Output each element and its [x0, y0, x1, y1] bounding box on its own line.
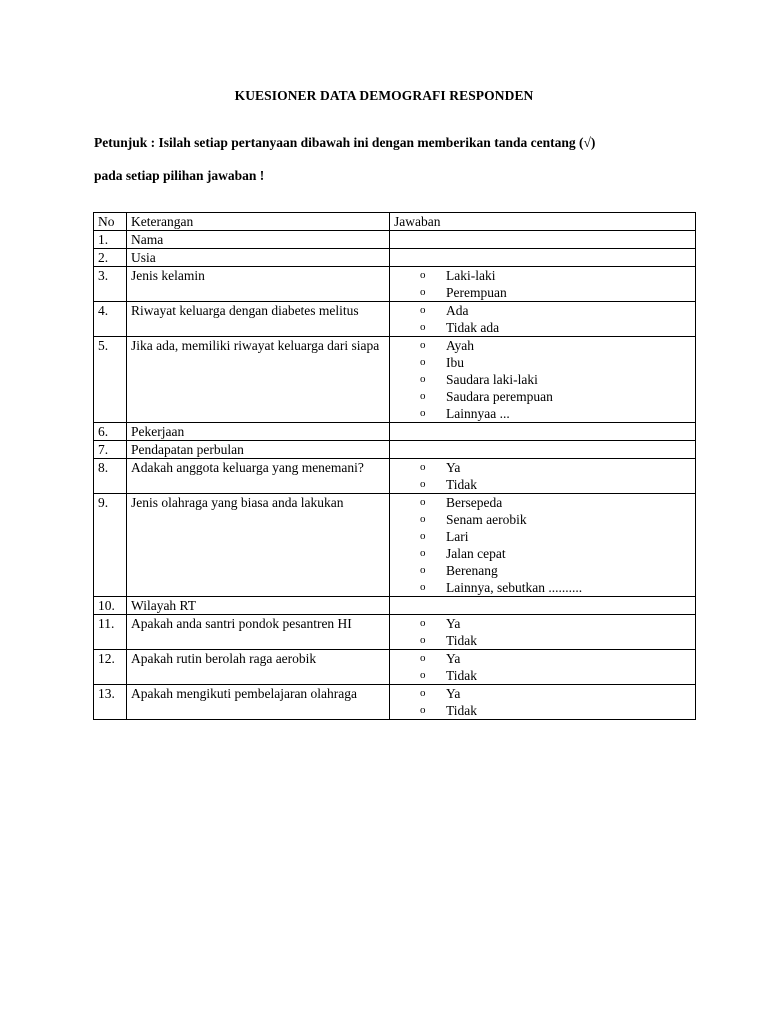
option-bullet-icon: o — [420, 513, 426, 525]
answer-options — [394, 650, 691, 684]
answer-option[interactable] — [394, 405, 691, 422]
option-bullet-icon: o — [420, 634, 426, 646]
table-header-row — [94, 213, 696, 231]
table-row — [94, 615, 696, 650]
answer-option[interactable] — [394, 562, 691, 579]
row-number: 4. — [94, 302, 127, 337]
row-keterangan: Adakah anggota keluarga yang menemani? — [127, 459, 390, 494]
option-bullet-icon: o — [420, 669, 426, 681]
option-label: Ya — [446, 616, 461, 631]
answer-option[interactable] — [394, 267, 691, 284]
option-bullet-icon: o — [420, 339, 426, 351]
option-bullet-icon: o — [420, 461, 426, 473]
row-keterangan: Pendapatan perbulan — [127, 441, 390, 459]
option-label: Ayah — [446, 338, 475, 353]
row-number: 1. — [94, 231, 127, 249]
answer-option[interactable] — [394, 459, 691, 476]
answer-option[interactable] — [394, 702, 691, 719]
row-keterangan: Jenis kelamin — [127, 267, 390, 302]
option-bullet-icon: o — [420, 496, 426, 508]
option-bullet-icon: o — [420, 530, 426, 542]
row-jawaban — [390, 441, 696, 459]
table-row — [94, 302, 696, 337]
answer-option[interactable] — [394, 579, 691, 596]
header-keterangan: Keterangan — [127, 213, 390, 231]
option-label: Laki-laki — [446, 268, 496, 283]
option-label: Lari — [446, 529, 469, 544]
questionnaire-table — [93, 212, 696, 720]
answer-option[interactable] — [394, 511, 691, 528]
option-label: Perempuan — [446, 285, 507, 300]
answer-option[interactable] — [394, 650, 691, 667]
answer-option[interactable] — [394, 319, 691, 336]
row-keterangan: Nama — [127, 231, 390, 249]
option-label: Tidak — [446, 633, 478, 648]
option-label: Bersepeda — [446, 495, 503, 510]
option-bullet-icon: o — [420, 652, 426, 664]
option-bullet-icon: o — [420, 269, 426, 281]
answer-options — [394, 267, 691, 301]
document-title: KUESIONER DATA DEMOGRAFI RESPONDEN — [234, 88, 534, 103]
table-row — [94, 231, 696, 249]
option-label: Ibu — [446, 355, 464, 370]
option-bullet-icon: o — [420, 407, 426, 419]
answer-option[interactable] — [394, 337, 691, 354]
row-number: 13. — [94, 685, 127, 720]
option-bullet-icon: o — [420, 617, 426, 629]
option-bullet-icon: o — [420, 704, 426, 716]
option-bullet-icon: o — [420, 356, 426, 368]
row-jawaban — [390, 231, 696, 249]
row-keterangan: Wilayah RT — [127, 597, 390, 615]
option-label: Lainnyaa ... — [446, 406, 510, 421]
table-row — [94, 249, 696, 267]
table-row — [94, 459, 696, 494]
row-number: 5. — [94, 337, 127, 423]
row-jawaban — [390, 650, 696, 685]
option-label: Tidak ada — [446, 320, 500, 335]
row-keterangan: Riwayat keluarga dengan diabetes melitus — [127, 302, 390, 337]
row-number: 10. — [94, 597, 127, 615]
row-number: 6. — [94, 423, 127, 441]
row-keterangan: Jika ada, memiliki riwayat keluarga dari siapa — [127, 337, 390, 423]
table-row — [94, 650, 696, 685]
row-jawaban — [390, 459, 696, 494]
questionnaire-body — [94, 213, 696, 720]
row-number: 7. — [94, 441, 127, 459]
option-label: Saudara perempuan — [446, 389, 553, 404]
table-row — [94, 267, 696, 302]
option-label: Saudara laki-laki — [446, 372, 538, 387]
answer-option[interactable] — [394, 632, 691, 649]
option-label: Tidak — [446, 477, 478, 492]
row-jawaban — [390, 615, 696, 650]
answer-options — [394, 302, 691, 336]
row-number: 3. — [94, 267, 127, 302]
table-row — [94, 494, 696, 597]
option-bullet-icon: o — [420, 547, 426, 559]
option-bullet-icon: o — [420, 390, 426, 402]
option-bullet-icon: o — [420, 321, 426, 333]
table-row — [94, 423, 696, 441]
option-label: Ya — [446, 651, 461, 666]
row-jawaban — [390, 494, 696, 597]
row-jawaban — [390, 267, 696, 302]
answer-option[interactable] — [394, 667, 691, 684]
row-jawaban — [390, 597, 696, 615]
answer-option[interactable] — [394, 302, 691, 319]
option-label: Ya — [446, 460, 461, 475]
row-keterangan: Apakah mengikuti pembelajaran olahraga — [127, 685, 390, 720]
option-label: Tidak — [446, 668, 478, 683]
answer-option[interactable] — [394, 685, 691, 702]
row-keterangan: Apakah rutin berolah raga aerobik — [127, 650, 390, 685]
answer-option[interactable] — [394, 528, 691, 545]
answer-options — [394, 494, 691, 596]
row-jawaban — [390, 249, 696, 267]
row-jawaban — [390, 302, 696, 337]
option-bullet-icon: o — [420, 687, 426, 699]
row-keterangan: Usia — [127, 249, 390, 267]
option-label: Lainnya, sebutkan .......... — [446, 580, 583, 595]
answer-options — [394, 337, 691, 422]
option-bullet-icon: o — [420, 581, 426, 593]
row-number: 12. — [94, 650, 127, 685]
row-number: 2. — [94, 249, 127, 267]
option-label: Berenang — [446, 563, 498, 578]
instruction-line-2: pada setiap pilihan jawaban ! — [94, 168, 265, 183]
table-row — [94, 597, 696, 615]
row-keterangan: Pekerjaan — [127, 423, 390, 441]
answer-option[interactable] — [394, 545, 691, 562]
answer-option[interactable] — [394, 284, 691, 301]
header-jawaban: Jawaban — [390, 213, 696, 231]
answer-option[interactable] — [394, 354, 691, 371]
instruction-line-1: Petunjuk : Isilah setiap pertanyaan dibawah ini dengan memberikan tanda centang (√) — [94, 135, 596, 150]
row-keterangan: Jenis olahraga yang biasa anda lakukan — [127, 494, 390, 597]
answer-options — [394, 459, 691, 493]
option-label: Senam aerobik — [446, 512, 527, 527]
header-no: No — [94, 213, 127, 231]
option-label: Ada — [446, 303, 469, 318]
answer-options — [394, 685, 691, 719]
row-jawaban — [390, 423, 696, 441]
table-row — [94, 441, 696, 459]
answer-option[interactable] — [394, 388, 691, 405]
option-label: Tidak — [446, 703, 478, 718]
option-label: Jalan cepat — [446, 546, 506, 561]
row-number: 9. — [94, 494, 127, 597]
option-label: Ya — [446, 686, 461, 701]
row-jawaban — [390, 337, 696, 423]
row-number: 8. — [94, 459, 127, 494]
option-bullet-icon: o — [420, 564, 426, 576]
option-bullet-icon: o — [420, 373, 426, 385]
answer-option[interactable] — [394, 494, 691, 511]
table-row — [94, 337, 696, 423]
answer-option[interactable] — [394, 476, 691, 493]
answer-options — [394, 615, 691, 649]
option-bullet-icon: o — [420, 478, 426, 490]
option-bullet-icon: o — [420, 304, 426, 316]
row-number: 11. — [94, 615, 127, 650]
row-keterangan: Apakah anda santri pondok pesantren HI — [127, 615, 390, 650]
answer-option[interactable] — [394, 615, 691, 632]
row-jawaban — [390, 685, 696, 720]
table-row — [94, 685, 696, 720]
answer-option[interactable] — [394, 371, 691, 388]
option-bullet-icon: o — [420, 286, 426, 298]
